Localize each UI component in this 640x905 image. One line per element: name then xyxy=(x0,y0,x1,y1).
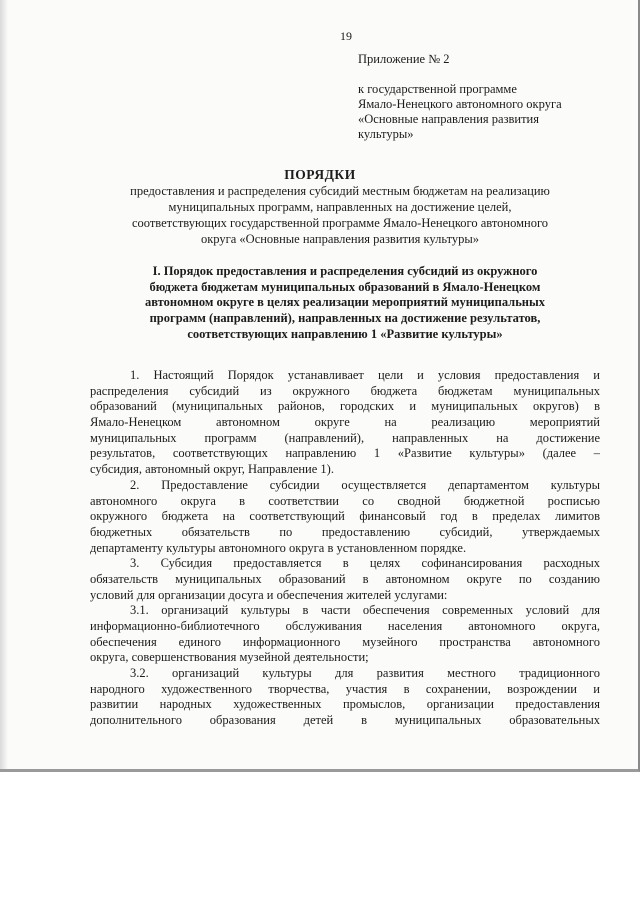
appendix-number: Приложение № 2 xyxy=(358,52,450,66)
body-line: муниципальных программ (направлений), направленных на достижение xyxy=(90,430,600,445)
subtitle-line: муниципальных программ, направленных на достижение целей, xyxy=(168,200,512,214)
body-line: 3.1. организаций культуры в части обеспечения современных условий для xyxy=(130,603,600,618)
subtitle-line: округа «Основные направления развития культуры» xyxy=(200,232,480,246)
body-line: департаменту культуры автономного округа в установленном порядке. xyxy=(90,540,467,555)
subtitle-line: предоставления и распределения субсидий местным бюджетам на реализацию xyxy=(130,184,550,198)
body-line: информационно-библиотечного обслуживания населения автономного округа, xyxy=(90,619,600,633)
body-line: округа, совершенствования музейной деятельности; xyxy=(90,650,369,665)
section-heading-line: I. Порядок предоставления и распределения субсидий из окружного xyxy=(152,264,538,278)
body-text xyxy=(90,368,600,729)
body-line: результатов, соответствующих направлению 1 «Развитие культуры» (далее – xyxy=(90,446,600,461)
section-heading-line: автономном округе в целях реализации мероприятий муниципальных xyxy=(144,295,546,310)
body-line: обязательств муниципальных образований в автономном округе по созданию xyxy=(90,571,600,586)
body-line: автономного округа в соответствии со сводной бюджетной росписью xyxy=(90,493,600,508)
section-heading xyxy=(90,264,600,343)
appendix-header xyxy=(358,52,608,142)
body-line: развитии народных художественных промыслов, организации предоставления xyxy=(90,697,600,712)
body-line: субсидия, автономный округ, Направление 1). xyxy=(90,462,334,477)
appendix-ref-line: к государственной программе xyxy=(358,82,517,96)
body-line: 3.2. организаций культуры для развития местного традиционного xyxy=(130,666,600,681)
body-line: 2. Предоставление субсидии осуществляется департаментом культуры xyxy=(130,477,600,492)
body-line: 3. Субсидия предоставляется в целях софинансирования расходных xyxy=(130,556,600,571)
page-edge-shadow xyxy=(0,0,8,772)
body-line: народного художественного творчества, участия в сохранении, возрождении и xyxy=(90,681,600,696)
appendix-spacer xyxy=(358,67,608,82)
section-heading-line: бюджета бюджетам муниципальных образований в Ямало-Ненецком xyxy=(149,279,541,294)
body-line: дополнительного образования детей в муниципальных образовательных xyxy=(90,713,600,728)
body-line: обеспечения единого информационного музейного пространства автономного xyxy=(90,634,600,649)
body-line: образований (муниципальных районов, городских и муниципальных округов) в xyxy=(90,399,600,414)
body-line: 1. Настоящий Порядок устанавливает цели и условия предоставления и xyxy=(130,368,600,382)
section-heading-line: программ (направлений), направленных на достижение результатов, xyxy=(149,311,541,326)
document-subtitle xyxy=(80,183,600,247)
page-number: 19 xyxy=(340,29,352,43)
body-line: Ямало-Ненецком автономном округе на реализацию мероприятий xyxy=(90,415,600,430)
body-line: условий для организации досуга и обеспечения жителей услугами: xyxy=(90,587,448,602)
subtitle-line: соответствующих государственной программе Ямало-Ненецкого автономного xyxy=(131,216,549,230)
body-line: окружного бюджета на соответствующий финансовый год в пределах лимитов xyxy=(90,509,600,524)
body-line: бюджетных обязательств по предоставлению субсидий, утверждаемых xyxy=(90,524,600,539)
appendix-ref-line: «Основные направления развития xyxy=(358,112,539,126)
document-title: ПОРЯДКИ xyxy=(284,167,356,182)
appendix-ref-line: культуры» xyxy=(358,127,414,141)
section-heading-line: соответствующих направлению 1 «Развитие культуры» xyxy=(187,326,503,341)
body-line: распределения субсидий из окружного бюджета бюджетам муниципальных xyxy=(90,383,600,398)
appendix-ref-line: Ямало-Ненецкого автономного округа xyxy=(358,97,562,111)
